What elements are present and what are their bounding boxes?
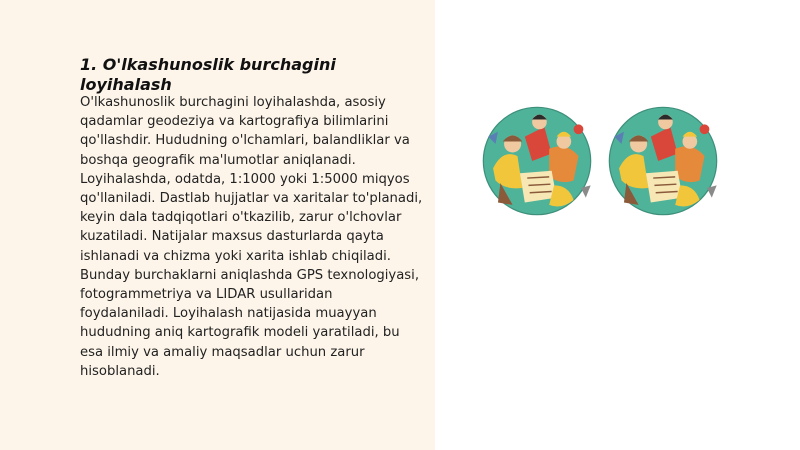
slide-title: 1. O'lkashunoslik burchagini loyihalash xyxy=(80,55,336,94)
cartoon-figures-circle-icon xyxy=(602,100,724,222)
slide-body-text: O'lkashunoslik burchagini loyihalashda, asosiy qadamlar geodeziya va kartografiya bilimlarini qo'llashdir. Hududning o'lchamlari, balandliklar va boshqa geografik ma'lumotlar aniqlanadi. Loyihalashda, odatda, 1:1000 yoki 1:5000 miqyos qo'llaniladi. Dastlab hujjatlar va xaritalar to'planadi, keyin dala tadqiqotlari o'tkazilib, zarur o'lchovlar kuzatiladi. Natijalar maxsus dasturlarda qayta ishlanadi va chizma yoki xarita ishlab chiqiladi. Bunday burchaklarni aniqlashda GPS texnologiyasi, fotogrammetriya va LIDAR usullaridan foydalaniladi. Loyihalash natijasida muayyan hududning aniq kartografik modeli yaratiladi, bu esa ilmiy va amaliy maqsadlar uchun zarur hisoblanadi. xyxy=(80,95,423,379)
illustrations xyxy=(476,100,726,222)
cartoon-figures-circle-icon xyxy=(476,100,598,222)
